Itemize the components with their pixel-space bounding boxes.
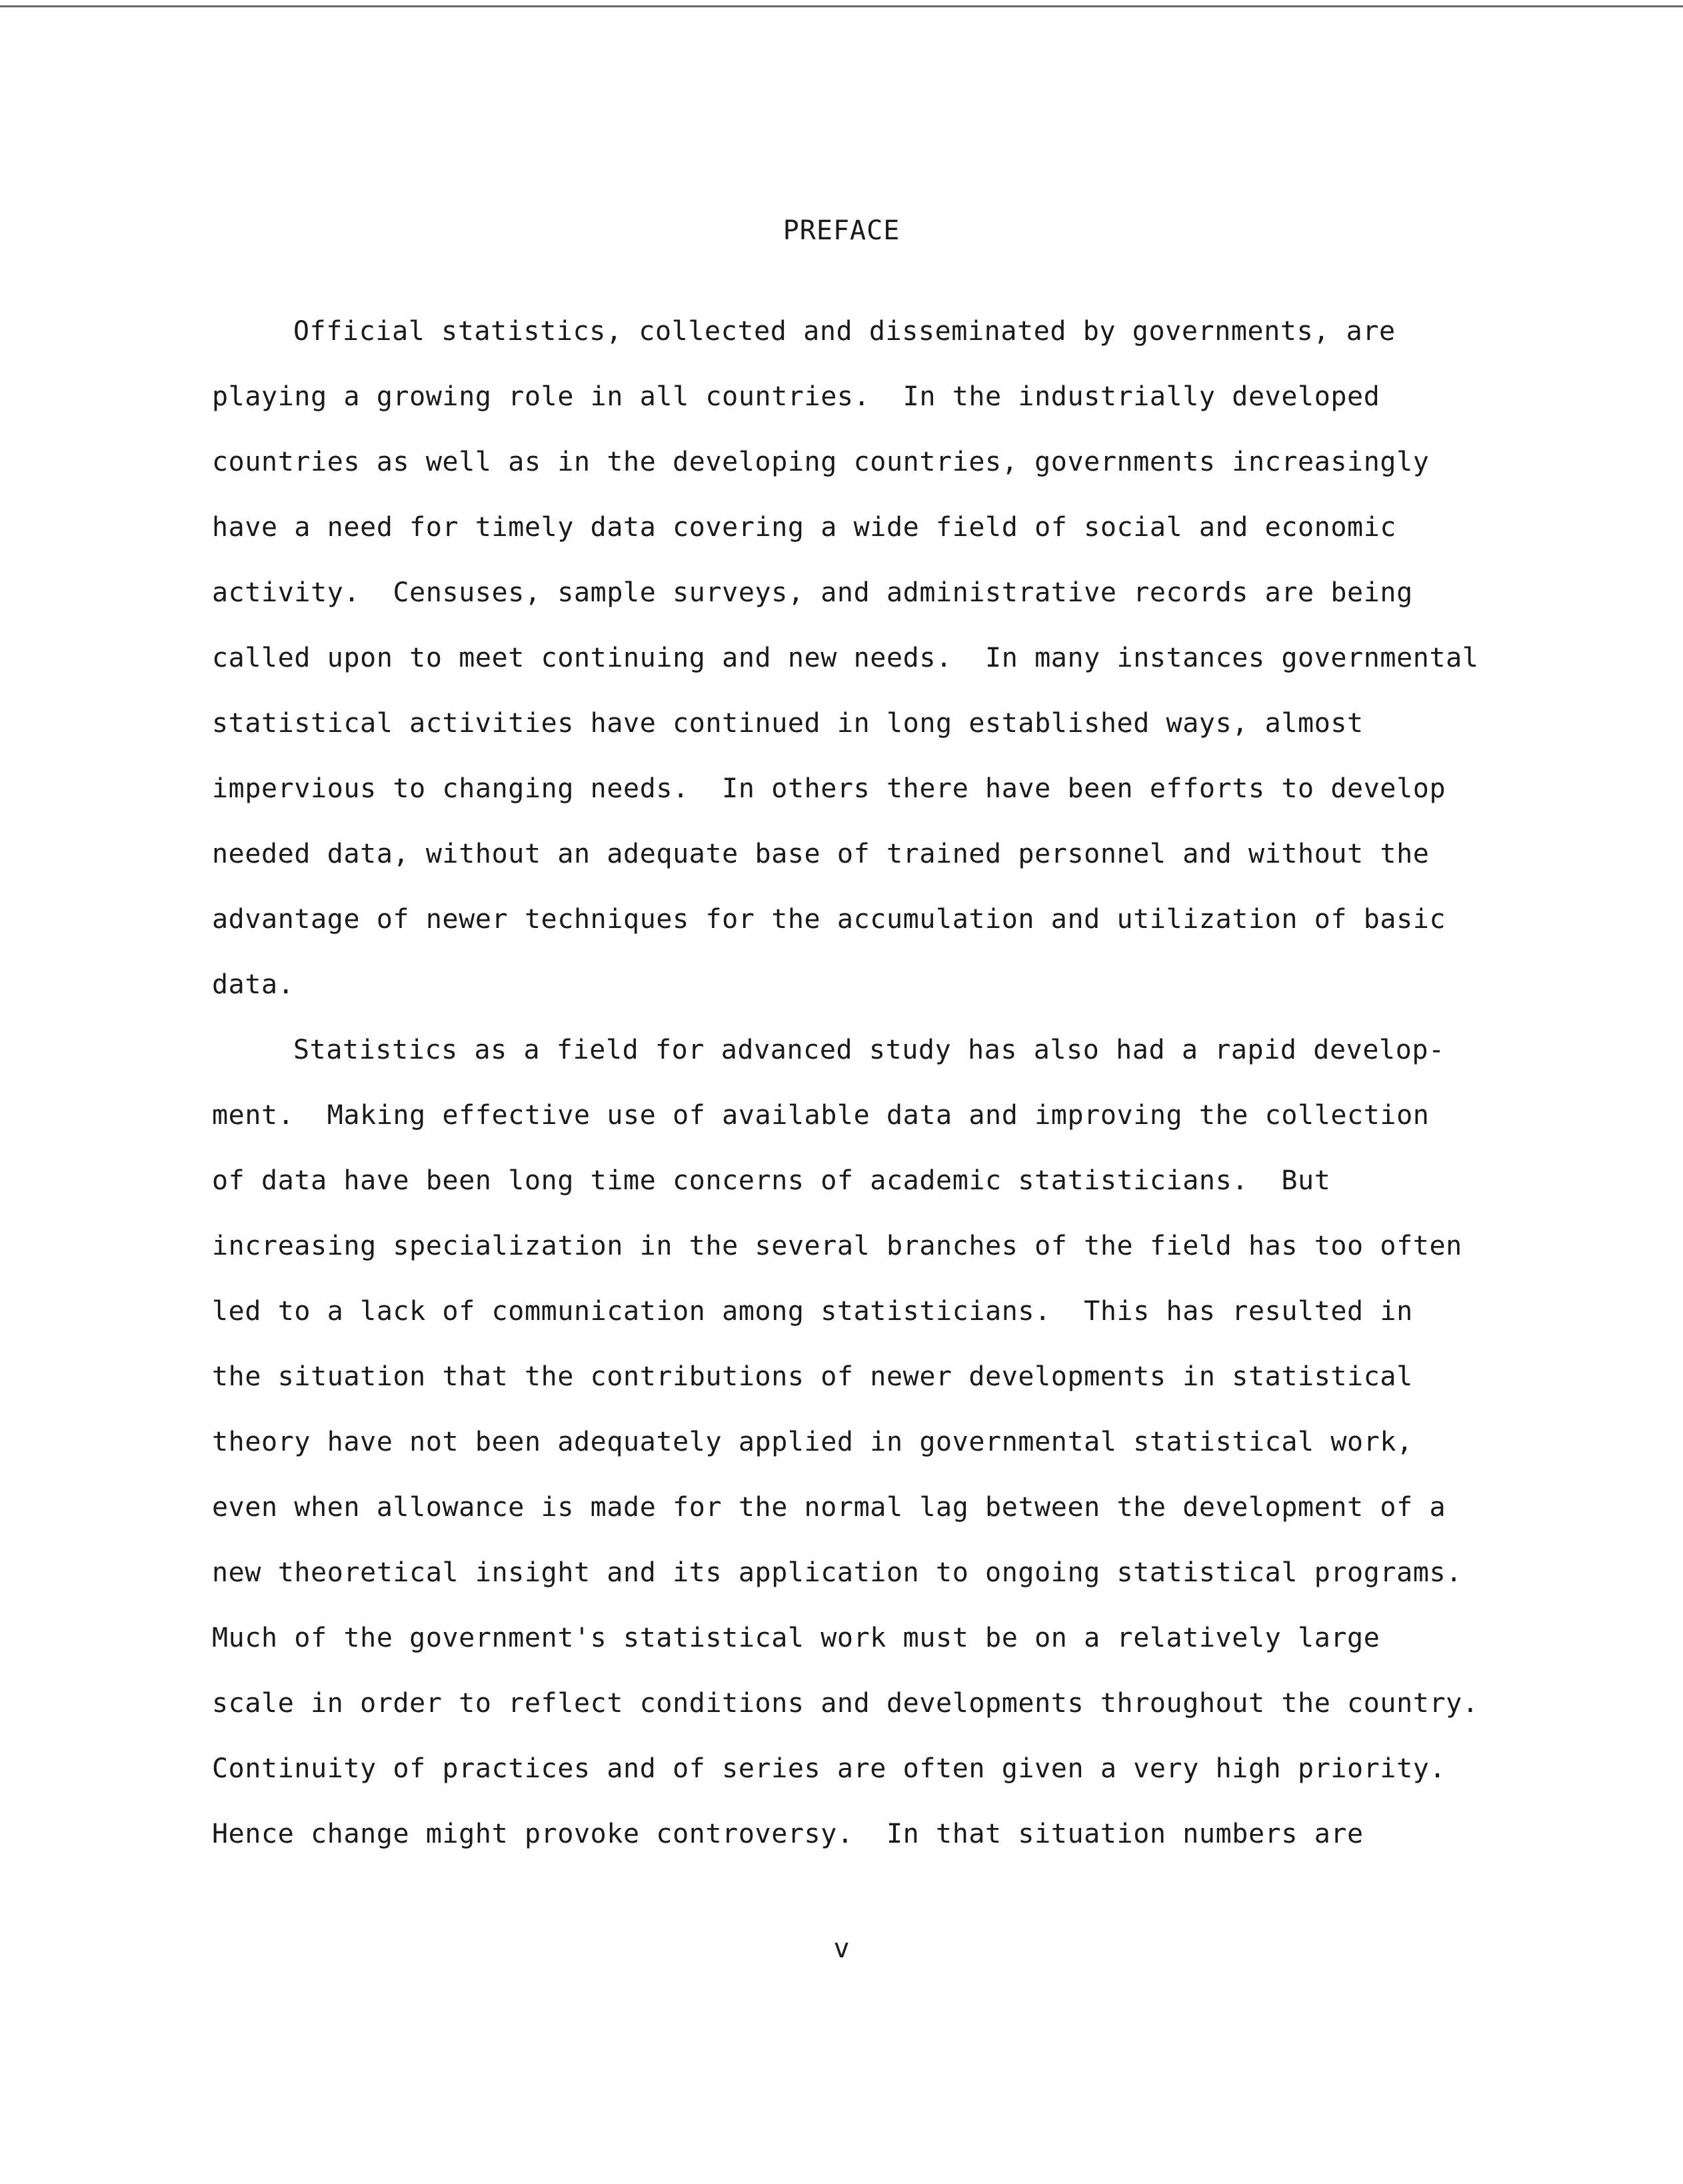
paragraph-1-line-8: impervious to changing needs. In others there have been efforts to develop <box>212 773 1446 804</box>
paragraph-2-line-8: even when allowance is made for the normal lag between the development of a <box>212 1492 1446 1523</box>
paragraph-2-line-5: led to a lack of communication among statisticians. This has resulted in <box>212 1296 1413 1327</box>
paragraph-2-line-13: Hence change might provoke controversy. In that situation numbers are <box>212 1819 1364 1849</box>
paragraph-1-line-1: Official statistics, collected and disseminated by governments, are <box>293 316 1396 347</box>
paragraph-1-line-9: needed data, without an adequate base of trained personnel and without the <box>212 839 1430 869</box>
top-rule <box>0 5 1683 7</box>
paragraph-2-line-10: Much of the government's statistical work must be on a relatively large <box>212 1623 1380 1653</box>
paragraph-1-line-5: activity. Censuses, sample surveys, and administrative records are being <box>212 577 1413 608</box>
paragraph-2-line-1: Statistics as a field for advanced study has also had a rapid develop- <box>293 1035 1445 1065</box>
paragraph-1-line-6: called upon to meet continuing and new needs. In many instances governmental <box>212 643 1479 673</box>
paragraph-2-line-11: scale in order to reflect conditions and developments throughout the country. <box>212 1688 1479 1719</box>
page-number: v <box>833 1933 850 1964</box>
paragraph-2-line-12: Continuity of practices and of series are often given a very high priority. <box>212 1753 1446 1784</box>
paragraph-2-line-7: theory have not been adequately applied in governmental statistical work, <box>212 1427 1413 1457</box>
paragraph-1-line-11: data. <box>212 969 295 1000</box>
paragraph-1-line-10: advantage of newer techniques for the accumulation and utilization of basic <box>212 904 1446 935</box>
paragraph-1-line-4: have a need for timely data covering a wide field of social and economic <box>212 512 1397 543</box>
paragraph-2-line-6: the situation that the contributions of newer developments in statistical <box>212 1361 1413 1392</box>
paragraph-2-line-9: new theoretical insight and its application to ongoing statistical programs. <box>212 1557 1462 1588</box>
paragraph-2-line-4: increasing specialization in the several branches of the field has too often <box>212 1231 1462 1261</box>
paragraph-2-line-3: of data have been long time concerns of academic statisticians. But <box>212 1165 1331 1196</box>
paragraph-1-line-7: statistical activities have continued in long established ways, almost <box>212 708 1364 739</box>
paragraph-2-line-2: ment. Making effective use of available data and improving the collection <box>212 1100 1430 1131</box>
paragraph-1-line-2: playing a growing role in all countries. In the industrially developed <box>212 381 1380 412</box>
page-title: PREFACE <box>783 215 900 246</box>
paragraph-1-line-3: countries as well as in the developing countries, governments increasingly <box>212 447 1430 477</box>
